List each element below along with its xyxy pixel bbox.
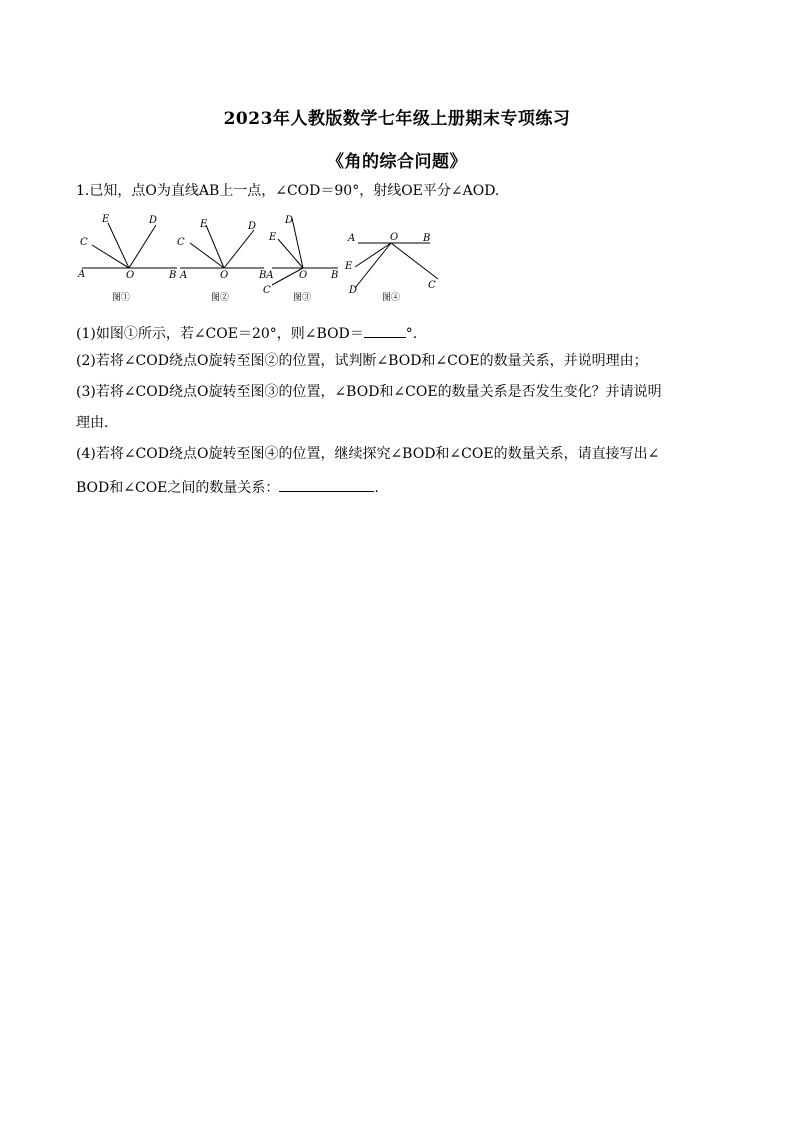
fig4-label-b: B xyxy=(423,233,431,244)
fig4-label-o: O xyxy=(390,232,399,243)
question-part-1 xyxy=(76,321,417,344)
fig2-label-o: O xyxy=(220,270,229,281)
fig2-label-c: C xyxy=(177,237,185,248)
fig2-ray-od xyxy=(224,230,254,268)
fig3-label-d: D xyxy=(285,215,294,226)
part-1-suffix: °. xyxy=(405,326,418,342)
fig1-label-b: B xyxy=(169,270,177,281)
fig1-label-c: C xyxy=(80,237,88,248)
answer-blank-1[interactable] xyxy=(364,321,406,338)
part-4-suffix: . xyxy=(374,480,379,496)
fig1-caption: 图① xyxy=(112,293,131,303)
fig4-ray-oe xyxy=(355,243,391,267)
question-stem: 1.已知，点O为直线AB上一点，∠COD＝90°，射线OE平分∠AOD. xyxy=(76,183,500,199)
fig3-ray-od xyxy=(292,218,303,268)
fig4-label-a: A xyxy=(348,233,356,244)
fig4-label-d: D xyxy=(349,285,358,296)
fig3-label-o: O xyxy=(299,270,308,281)
fig4-label-c: C xyxy=(428,280,436,291)
fig3-ray-oe xyxy=(278,239,303,268)
fig1-label-e: E xyxy=(102,214,110,225)
fig3-label-c: C xyxy=(263,285,271,296)
fig4-ray-od xyxy=(355,243,391,288)
fig1-label-o: O xyxy=(126,270,135,281)
fig3-caption: 图③ xyxy=(293,293,312,303)
fig1-ray-od xyxy=(129,225,156,268)
part-1-text: (1)如图①所示，若∠COE＝20°，则∠BOD＝ xyxy=(76,326,364,342)
question-part-4-line-1: (4)若将∠COD绕点O旋转至图④的位置，继续探究∠BOD和∠COE的数量关系，请直接写出∠ xyxy=(76,446,660,462)
fig2-label-d: D xyxy=(248,221,257,232)
answer-blank-4[interactable] xyxy=(279,475,374,492)
question-part-3-line-1: (3)若将∠COD绕点O旋转至图③的位置，∠BOD和∠COE的数量关系是否发生变化？并请说明 xyxy=(76,384,662,400)
fig3-label-e: E xyxy=(269,232,277,243)
fig2-label-a: A xyxy=(180,270,188,281)
fig4-caption: 图④ xyxy=(382,293,401,303)
page-subtitle: 《角的综合问题》 xyxy=(327,152,467,172)
fig4-ray-oc xyxy=(391,243,438,279)
part-4-text: BOD和∠COE之间的数量关系： xyxy=(76,480,280,496)
fig2-label-e: E xyxy=(200,219,208,230)
question-part-2: (2)若将∠COD绕点O旋转至图②的位置，试判断∠BOD和∠COE的数量关系，并说明理由； xyxy=(76,353,648,369)
question-part-3-line-2: 理由. xyxy=(76,415,109,431)
fig1-label-d: D xyxy=(149,215,158,226)
fig2-label-ba: BA xyxy=(259,270,274,281)
fig3-label-b: B xyxy=(331,270,339,281)
fig1-label-a: A xyxy=(78,269,86,280)
fig2-caption: 图② xyxy=(211,293,230,303)
question-part-4-line-2 xyxy=(76,475,379,498)
fig4-label-e: E xyxy=(345,261,353,272)
page-title: 2023年人教版数学七年级上册期末专项练习 xyxy=(223,109,571,129)
geometry-figures xyxy=(72,205,452,310)
